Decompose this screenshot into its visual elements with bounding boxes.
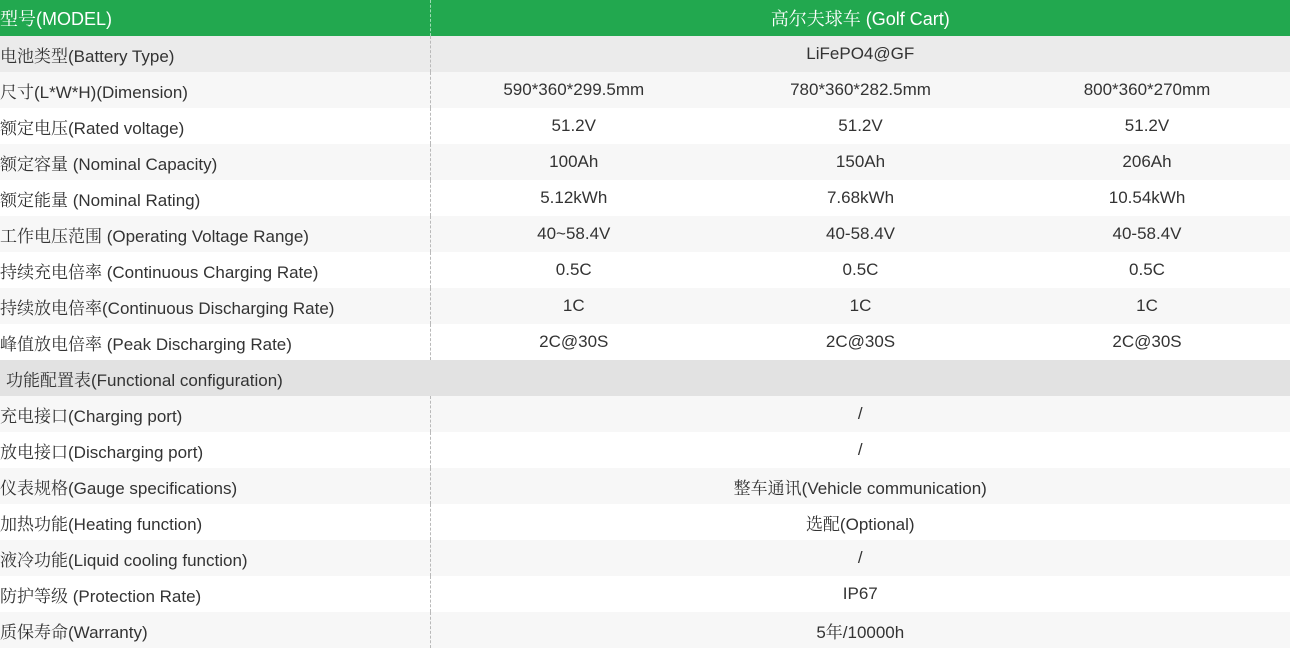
table-header-row [0,0,1290,36]
row-value: / [430,432,1290,468]
table-row [0,396,1290,432]
header-label: 型号(MODEL) [0,0,430,36]
table-row [0,324,1290,360]
row-value-2: 150Ah [717,144,1004,180]
row-value-3: 206Ah [1004,144,1290,180]
row-value-3: 40-58.4V [1004,216,1290,252]
row-value-3: 0.5C [1004,252,1290,288]
row-value: / [430,540,1290,576]
header-value: 高尔夫球车 (Golf Cart) [430,0,1290,36]
row-value-2: 7.68kWh [717,180,1004,216]
table-row [0,36,1290,72]
table-row [0,144,1290,180]
row-label: 额定电压(Rated voltage) [0,108,430,144]
row-label: 工作电压范围 (Operating Voltage Range) [0,216,430,252]
row-value: / [430,396,1290,432]
table-row [0,576,1290,612]
row-value-2: 0.5C [717,252,1004,288]
row-value-1: 0.5C [430,252,717,288]
table-row [0,468,1290,504]
row-label: 充电接口(Charging port) [0,396,430,432]
row-value-3: 51.2V [1004,108,1290,144]
row-value: 整车通讯(Vehicle communication) [430,468,1290,504]
section-title: 功能配置表(Functional configuration) [0,360,1290,396]
row-value-2: 780*360*282.5mm [717,72,1004,108]
row-label: 额定能量 (Nominal Rating) [0,180,430,216]
row-label: 持续放电倍率(Continuous Discharging Rate) [0,288,430,324]
table-row [0,180,1290,216]
table-row [0,504,1290,540]
row-value-3: 10.54kWh [1004,180,1290,216]
row-value-3: 1C [1004,288,1290,324]
row-label: 质保寿命(Warranty) [0,612,430,648]
row-label: 液冷功能(Liquid cooling function) [0,540,430,576]
row-label: 峰值放电倍率 (Peak Discharging Rate) [0,324,430,360]
row-value-3: 2C@30S [1004,324,1290,360]
table-row [0,288,1290,324]
row-value-1: 1C [430,288,717,324]
row-value-3: 800*360*270mm [1004,72,1290,108]
row-label: 加热功能(Heating function) [0,504,430,540]
row-label: 尺寸(L*W*H)(Dimension) [0,72,430,108]
table-row [0,612,1290,648]
row-value-2: 1C [717,288,1004,324]
row-value-1: 51.2V [430,108,717,144]
table-row [0,432,1290,468]
row-value-1: 2C@30S [430,324,717,360]
row-value: LiFePO4@GF [430,36,1290,72]
table-row [0,540,1290,576]
row-value: 5年/10000h [430,612,1290,648]
table-row [0,252,1290,288]
section-title-row [0,360,1290,396]
row-value: IP67 [430,576,1290,612]
row-value: 选配(Optional) [430,504,1290,540]
row-label: 放电接口(Discharging port) [0,432,430,468]
row-value-1: 100Ah [430,144,717,180]
table-row [0,108,1290,144]
row-value-2: 51.2V [717,108,1004,144]
row-label: 持续充电倍率 (Continuous Charging Rate) [0,252,430,288]
row-label: 仪表规格(Gauge specifications) [0,468,430,504]
row-value-2: 40-58.4V [717,216,1004,252]
row-value-1: 5.12kWh [430,180,717,216]
row-label: 电池类型(Battery Type) [0,36,430,72]
row-value-1: 40~58.4V [430,216,717,252]
table-row [0,72,1290,108]
row-value-2: 2C@30S [717,324,1004,360]
row-label: 额定容量 (Nominal Capacity) [0,144,430,180]
row-label: 防护等级 (Protection Rate) [0,576,430,612]
table-row [0,216,1290,252]
row-value-1: 590*360*299.5mm [430,72,717,108]
